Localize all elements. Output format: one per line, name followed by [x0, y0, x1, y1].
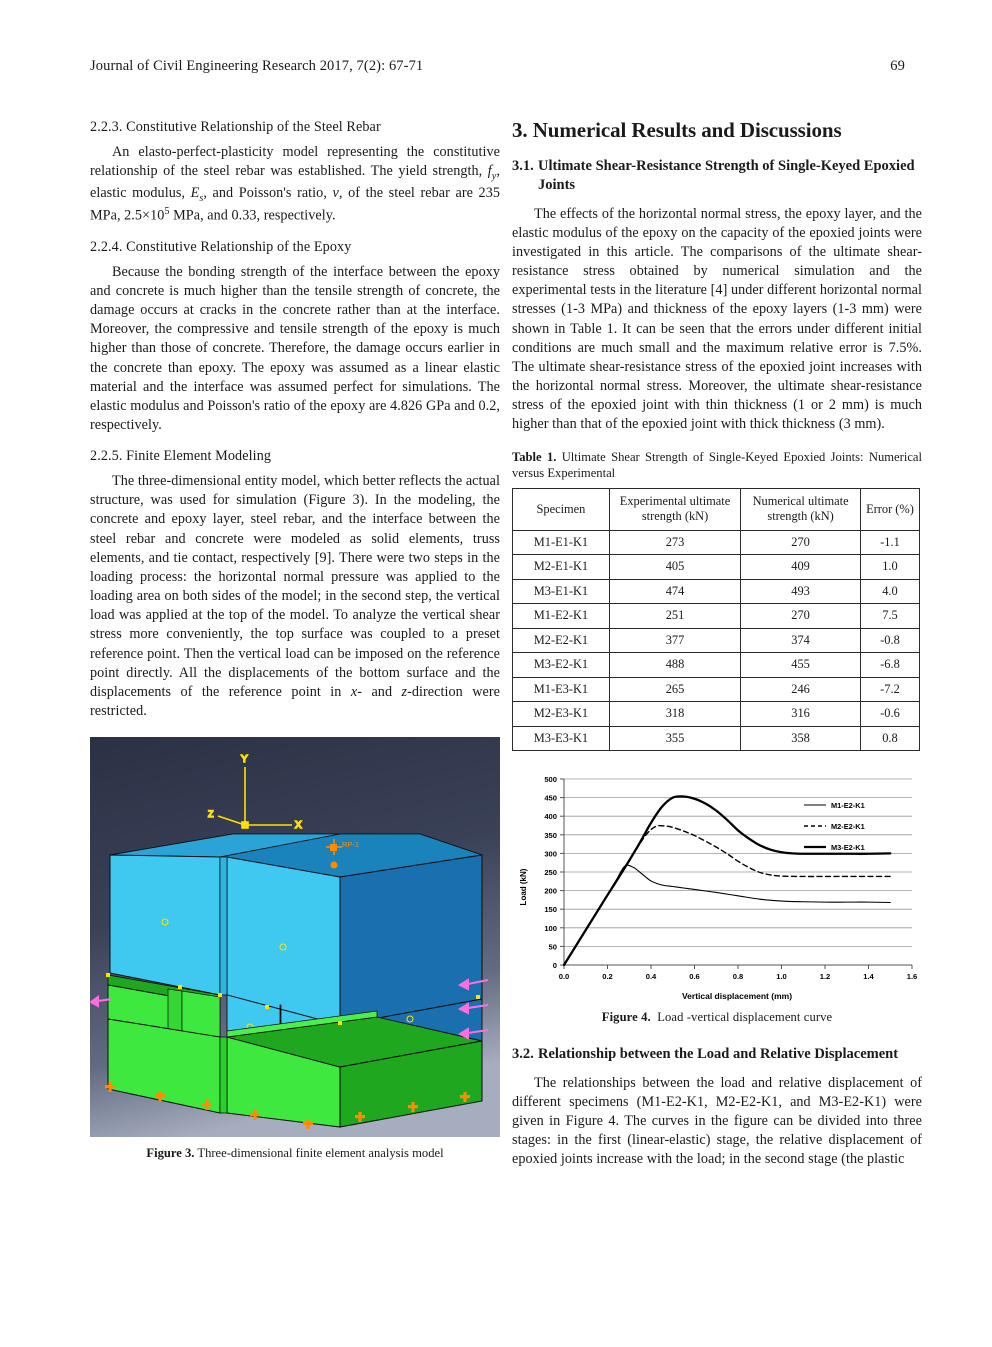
table-1 — [512, 488, 920, 752]
x-tick-label: 0.6 — [689, 972, 700, 982]
cell-numerical: 246 — [741, 677, 861, 702]
table-1-label: Table 1. — [512, 449, 557, 464]
heading-3-1-text: Ultimate Shear-Resistance Strength of Single-Keyed Epoxied Joints — [538, 158, 915, 194]
table-row — [513, 726, 920, 751]
cell-error: 1.0 — [860, 555, 919, 580]
table-row — [513, 555, 920, 580]
y-tick-label: 150 — [544, 905, 557, 915]
text-b: , elastic modulus, — [90, 162, 500, 201]
heading-3-2 — [512, 1045, 922, 1064]
cell-experimental: 377 — [609, 628, 740, 653]
heading-3-1 — [512, 157, 922, 196]
figure-3-label: Figure 3. — [146, 1146, 195, 1161]
column-header-error: Error (%) — [860, 488, 919, 530]
cell-numerical: 493 — [741, 579, 861, 604]
y-tick-label: 100 — [544, 924, 557, 934]
y-tick-label: 250 — [544, 868, 557, 878]
chart-legend — [804, 801, 865, 852]
cell-error: -1.1 — [860, 530, 919, 555]
x-tick-label: 0.8 — [732, 972, 744, 982]
cell-numerical: 270 — [741, 530, 861, 555]
text-a: An elasto-perfect-plasticity model representing the constitutive relationship of the steel rebar was established. The yield strength, — [90, 143, 500, 179]
table-row — [513, 702, 920, 727]
y-tick-label: 500 — [544, 775, 557, 785]
figure-4-label: Figure 4. — [601, 1010, 651, 1025]
paragraph-3-1: The effects of the horizontal normal stress, the epoxy layer, and the elastic modulus of the epoxy on the capacity of the epoxied joints were investigated in this article. The comparisons of the ultimate shear-resistance stress obtained by numerical simulation and the experimental tests in the literature [4] under different horizontal normal stresses (1-3 MPa) and thickness of the epoxy layers (1-3 mm) were shown in Table 1. It can be seen that the errors under different initial conditions are much small and the maximum relative error is 7.5%. The ultimate shear-resistance stress of the epoxied joint increases with the horizontal normal stress. Moreover, the ultimate shear-resistance stress of the epoxied joint with thin thickness (1 or 2 mm) is much higher than that of the epoxied joint with thick thickness (3 mm). — [512, 205, 922, 433]
x-tick-label: 1.0 — [776, 972, 787, 982]
text-b: - and — [357, 683, 402, 700]
cell-experimental: 355 — [609, 726, 740, 751]
paragraph-2-2-3 — [90, 143, 500, 226]
axis-label-z: Z — [208, 809, 214, 820]
cell-specimen: M1-E2-K1 — [513, 604, 610, 629]
paragraph-2-2-4: Because the bonding strength of the interface between the epoxy and concrete is much higher than the tensile strength of concrete, the damage occurs at cracks in the concrete rather than at the interface. Moreover, the compressive and tensile strength of the epoxy is much higher than those of concrete. Therefore, the damage occurs earlier in the concrete than epoxy. The epoxy was assumed as a linear elastic material and the interface was assumed perfect for simulations. The elastic modulus and Poisson's ratio of the epoxy are 4.826 GPa and 0.2, respectively. — [90, 263, 500, 434]
table-row — [513, 530, 920, 555]
cell-error: 7.5 — [860, 604, 919, 629]
column-header-specimen: Specimen — [513, 488, 610, 530]
cell-experimental: 318 — [609, 702, 740, 727]
table-1-head — [513, 488, 920, 530]
cell-specimen: M2-E2-K1 — [513, 628, 610, 653]
table-1-caption-text: Ultimate Shear Strength of Single-Keyed Epoxied Joints: Numerical versus Experimental — [512, 449, 922, 480]
series-line-m1-e2-k1 — [564, 866, 890, 966]
cell-specimen: M2-E1-K1 — [513, 555, 610, 580]
cell-specimen: M2-E3-K1 — [513, 702, 610, 727]
axis-origin-marker — [242, 822, 248, 828]
cell-error: -7.2 — [860, 677, 919, 702]
cell-experimental: 405 — [609, 555, 740, 580]
table-row — [513, 579, 920, 604]
x-tick-label: 1.2 — [819, 972, 831, 982]
page-number: 69 — [890, 58, 905, 74]
fe-model-svg — [90, 737, 500, 1137]
cell-error: 0.8 — [860, 726, 919, 751]
axis-label-y: Y — [241, 754, 248, 766]
legend-label-m1-e2-k1: M1-E2-K1 — [831, 801, 865, 811]
x-tick-label: 0.4 — [645, 972, 657, 982]
chart-y-tick-labels — [544, 775, 564, 970]
cell-specimen: M3-E2-K1 — [513, 653, 610, 678]
upper-block-right-side — [340, 855, 482, 1025]
heading-section-3: 3. Numerical Results and Discussions — [512, 118, 842, 142]
text-a: The three-dimensional entity model, which better reflects the actual structure, was used for simulation (Figure 3). In the modeling, the concrete and epoxy layer, steel rebar, and the interface between the steel rebar and concrete were modeled as solid elements, truss elements, and tie contact, respectively [9]. There were two steps in the loading process: the horizontal normal pressure was applied to the loading area on both sides of the model; in the second step, the vertical load was applied at the top of the model. To analyze the vertical shear stress more conveniently, the top surface was coupled to a preset reference point. Then the vertical load can be imposed on the reference point directly. All the displacements of the bottom surface and the displacements of the reference point in — [90, 473, 500, 700]
cell-experimental: 265 — [609, 677, 740, 702]
load-displacement-chart — [512, 767, 922, 1002]
cell-numerical: 358 — [741, 726, 861, 751]
cell-error: -6.8 — [860, 653, 919, 678]
axis-label-x: X — [295, 820, 302, 832]
table-row — [513, 677, 920, 702]
heading-3-2-number: 3.2. — [512, 1046, 534, 1063]
text-d: , of the steel rebar are 235 MPa, 2.5×10 — [90, 184, 500, 224]
y-tick-label: 450 — [544, 793, 557, 803]
chart-x-tick-labels — [559, 965, 918, 981]
figure-4-chart — [512, 767, 922, 1002]
figure-3-text: Three-dimensional finite element analysis model — [197, 1146, 444, 1161]
column-header-numerical: Numerical ultimate strength (kN) — [741, 488, 861, 530]
text-e: MPa, and 0.33, respectively. — [169, 207, 336, 224]
reference-point-dot — [331, 862, 338, 869]
cell-specimen: M1-E1-K1 — [513, 530, 610, 555]
table-1-body — [513, 530, 920, 751]
symbol-nu: v — [332, 184, 339, 201]
symbol-x: x — [350, 683, 358, 700]
heading-2-2-4: 2.2.4. Constitutive Relationship of the Epoxy — [90, 239, 352, 256]
x-tick-label: 1.6 — [906, 972, 918, 982]
cell-numerical: 374 — [741, 628, 861, 653]
x-tick-label: 0.0 — [558, 972, 570, 982]
x-tick-label: 1.4 — [863, 972, 874, 982]
paragraph-3-2: The relationships between the load and relative displacement of different specimens (M1-E2-K1, M2-E2-K1, and M3-E2-K1) were given in Figure 4. The curves in the figure can be divided into three stages: in the first (linear-elastic) stage, the relative displacement of epoxied joints increase with the load; in the second stage (the plastic — [512, 1074, 922, 1168]
legend-label-m2-e2-k1: M2-E2-K1 — [831, 822, 865, 832]
cell-numerical: 409 — [741, 555, 861, 580]
left-column — [90, 118, 500, 1161]
figure-4-caption — [512, 1010, 922, 1025]
chart-y-axis-label: Load (kN) — [519, 868, 528, 906]
upper-block-joint-gap — [220, 857, 227, 995]
symbol-fy-sub: y — [491, 170, 497, 182]
figure-3-caption — [90, 1146, 500, 1161]
lower-block-joint-gap — [220, 1037, 227, 1113]
cell-error: -0.8 — [860, 628, 919, 653]
y-tick-label: 300 — [544, 849, 557, 859]
cell-specimen: M3-E3-K1 — [513, 726, 610, 751]
exponent-5: 5 — [164, 206, 170, 218]
symbol-fy: f — [487, 162, 492, 179]
right-column — [512, 118, 922, 1181]
y-tick-label: 200 — [544, 886, 557, 896]
lower-block-key-face — [182, 991, 220, 1037]
table-row — [513, 628, 920, 653]
reference-point-label: RP-1 — [342, 840, 360, 850]
y-tick-label: 350 — [544, 831, 557, 841]
cell-specimen: M1-E3-K1 — [513, 677, 610, 702]
x-tick-label: 0.2 — [602, 972, 613, 982]
table-row — [513, 653, 920, 678]
paragraph-2-2-5 — [90, 472, 500, 721]
heading-2-2-5: 2.2.5. Finite Element Modeling — [90, 448, 272, 465]
running-header — [90, 58, 905, 75]
symbol-es-sub: s — [199, 192, 204, 204]
heading-3-2-text: Relationship between the Load and Relative Displacement — [538, 1046, 899, 1063]
text-c: , and Poisson's ratio, — [203, 184, 333, 201]
figure-3-image — [90, 737, 500, 1137]
chart-x-axis-label: Vertical displacement (mm) — [681, 991, 793, 1002]
cell-experimental: 474 — [609, 579, 740, 604]
heading-2-2-3: 2.2.3. Constitutive Relationship of the Steel Rebar — [90, 119, 381, 135]
legend-label-m3-e2-k1: M3-E2-K1 — [831, 843, 865, 853]
table-1-caption — [512, 449, 922, 481]
cell-experimental: 251 — [609, 604, 740, 629]
y-tick-label: 400 — [544, 812, 557, 822]
cell-numerical: 455 — [741, 653, 861, 678]
y-tick-label: 0 — [552, 961, 557, 971]
cell-numerical: 270 — [741, 604, 861, 629]
cell-specimen: M3-E1-K1 — [513, 579, 610, 604]
journal-citation: Journal of Civil Engineering Research 2017, 7(2): 67-71 — [90, 58, 424, 74]
table-row — [513, 604, 920, 629]
symbol-es: E — [190, 184, 200, 201]
y-tick-label: 50 — [548, 942, 557, 952]
figure-4-text: Load -vertical displacement curve — [657, 1010, 833, 1025]
table-header-row — [513, 488, 920, 530]
cell-experimental: 488 — [609, 653, 740, 678]
cell-error: 4.0 — [860, 579, 919, 604]
text-c: -direction were restricted. — [90, 683, 500, 720]
cell-numerical: 316 — [741, 702, 861, 727]
column-header-experimental: Experimental ultimate strength (kN) — [609, 488, 740, 530]
cell-experimental: 273 — [609, 530, 740, 555]
heading-3-1-number: 3.1. — [512, 158, 534, 174]
cell-error: -0.6 — [860, 702, 919, 727]
symbol-z: z — [401, 683, 408, 700]
